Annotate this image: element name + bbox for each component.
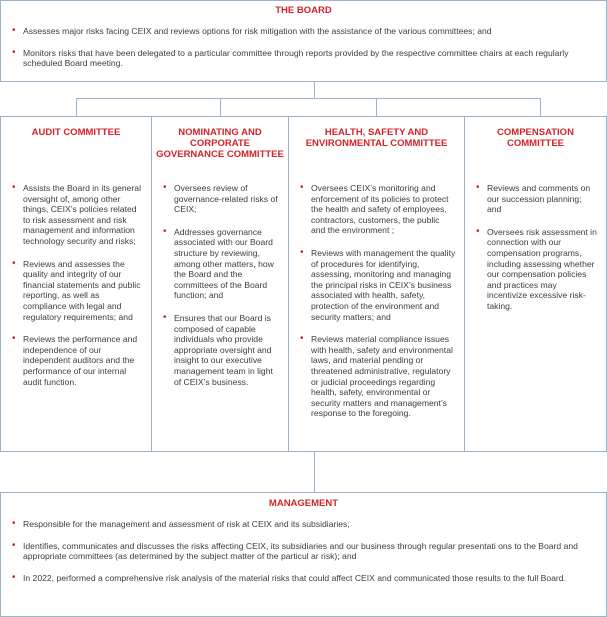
- list-item: • Assists the Board in its general oversight of, among other things, CEIX’s policies related to risk assessment and risk management and information technology security and risks;: [23, 183, 143, 247]
- board-box: [0, 0, 607, 82]
- list-item: • Reviews and assesses the quality and integrity of our financial statements and public reporting, as well as compliance with legal and regulatory requirements; and: [23, 259, 143, 323]
- board-list: [23, 26, 596, 80]
- hse-committee-list: [311, 183, 456, 431]
- compensation-committee-list: [487, 183, 598, 324]
- connector-hse: [376, 98, 377, 116]
- connector-nominating: [220, 98, 221, 116]
- audit-committee-list: [23, 183, 143, 399]
- board-item: • Monitors risks that have been delegated to a particular committee through reports provided by the respective committee chairs at each regularly scheduled Board meeting.: [23, 48, 596, 69]
- nominating-committee-list: [174, 183, 280, 399]
- hse-committee-box: [288, 116, 465, 452]
- list-item: • Identifies, communicates and discusses the risks affecting CEIX, its subsidiaries and our business through regular presentati ons to the Board and appropriate committees (as determined by the subject matter of the particul ar risk); and: [23, 541, 596, 562]
- connector-compensation: [540, 98, 541, 116]
- list-item: • Reviews and comments on our succession planning; and: [487, 183, 598, 215]
- list-item: • Responsible for the management and assessment of risk at CEIX and its subsidiaries;: [23, 519, 596, 530]
- list-item: • Reviews the performance and independence of our independent auditors and the performance of our internal audit function.: [23, 334, 143, 387]
- list-item: • Addresses governance associated with our Board structure by reviewing, among other matters, how the Board and the committees of the Board function; and: [174, 227, 280, 301]
- list-item: • Oversees review of governance-related risks of CEIX;: [174, 183, 280, 215]
- list-item: • Oversees risk assessment in connection with our compensation programs, including assessing whether our compensation policies and practices may incentivize excessive risk-taking.: [487, 227, 598, 312]
- board-item: • Assesses major risks facing CEIX and reviews options for risk mitigation with the assistance of the various committees; and: [23, 26, 596, 37]
- list-item: • In 2022, performed a comprehensive risk analysis of the material risks that could affect CEIX and communicated those results to the full Board.: [23, 573, 596, 584]
- list-item: • Oversees CEIX’s monitoring and enforcement of its policies to protect the health and safety of employees, contractors, customers, the public and the environment ;: [311, 183, 456, 236]
- connector-board-down: [314, 82, 315, 99]
- hse-committee-title: HEALTH, SAFETY AND ENVIRONMENTAL COMMITTEE: [305, 127, 448, 149]
- connector-mgmt-up: [314, 452, 315, 492]
- compensation-committee-box: [464, 116, 607, 452]
- compensation-committee-title: COMPENSATION COMMITTEE: [497, 127, 574, 149]
- management-box: [0, 492, 607, 617]
- list-item: • Reviews material compliance issues with health, safety and environmental laws, and material pending or threatened administrative, regulatory or judicial proceedings regarding health, safety, environmental or security matters and management’s response to the foregoing.: [311, 334, 456, 419]
- audit-committee-box: [0, 116, 152, 452]
- nominating-committee-title: NOMINATING AND CORPORATE GOVERNANCE COMMITTEE: [156, 127, 284, 160]
- connector-audit: [76, 98, 77, 116]
- management-list: [23, 519, 596, 594]
- management-title: MANAGEMENT: [268, 498, 339, 509]
- list-item: • Reviews with management the quality of procedures for identifying, assessing, monitoring and managing the principal risks in CEIX’s business associated with health, safety, protection of the environment and security matters; and: [311, 248, 456, 322]
- audit-committee-title: AUDIT COMMITTEE: [31, 127, 121, 138]
- connector-horizontal-top: [76, 98, 540, 99]
- board-title: THE BOARD: [275, 5, 332, 16]
- list-item: • Ensures that our Board is composed of capable individuals who provide appropriate oversight and insight to our executive management team in light of CEIX’s business.: [174, 313, 280, 387]
- nominating-committee-box: [151, 116, 289, 452]
